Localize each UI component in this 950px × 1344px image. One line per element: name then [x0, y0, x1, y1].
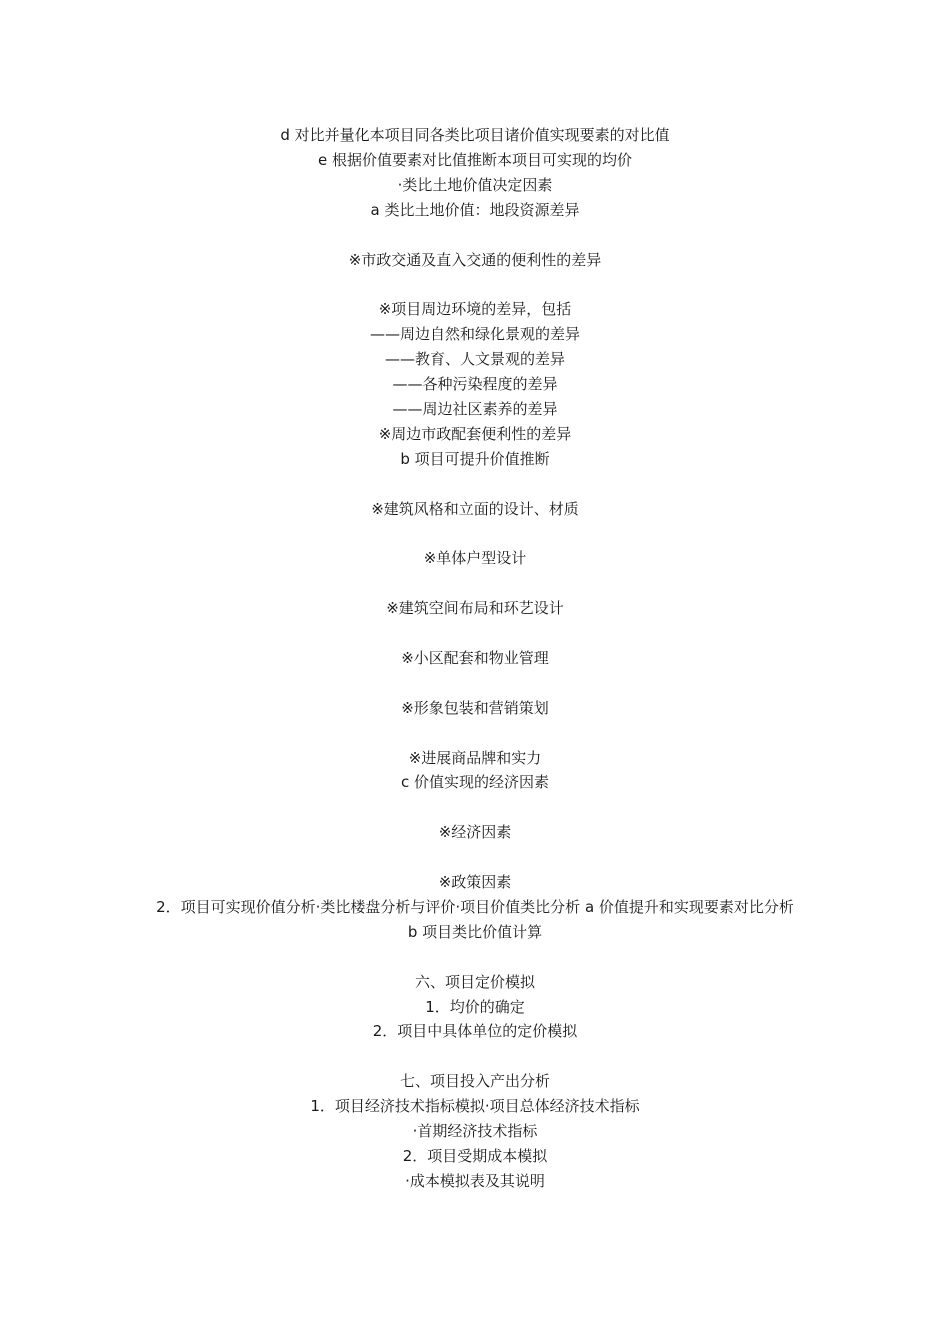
blank-line — [140, 223, 810, 248]
section-heading: 六、项目定价模拟 — [414, 972, 535, 991]
text-line: ※周边市政配套便利性的差异 — [378, 424, 572, 443]
text-line: a 类比土地价值：地段资源差异 — [370, 200, 580, 219]
text-line: ※形象包装和营销策划 — [401, 698, 549, 717]
text-line: d 对比并量化本项目同各类比项目诸价值实现要素的对比值 — [280, 126, 670, 144]
text-line: ※政策因素 — [438, 873, 512, 892]
blank-line — [140, 472, 810, 497]
text-line: ※小区配套和物业管理 — [401, 648, 549, 667]
text-line: ※单体户型设计 — [423, 549, 527, 568]
text-line: b 项目类比价值计算 — [407, 922, 543, 941]
text-line: c 价值实现的经济因素 — [400, 773, 550, 792]
text-line: 2．项目可实现价值分析·类比楼盘分析与评价·项目价值类比分析 a 价值提升和实现要素对比分析 — [156, 897, 794, 916]
text-line: ——教育、人文景观的差异 — [384, 350, 565, 369]
text-line: ※建筑空间布局和环艺设计 — [386, 599, 564, 618]
blank-line — [140, 621, 810, 646]
text-line: 1．均价的确定 — [425, 997, 525, 1016]
text-line: ※经济因素 — [438, 823, 512, 842]
text-line: ※项目周边环境的差异，包括 — [378, 300, 572, 319]
text-line: ·类比土地价值决定因素 — [397, 175, 553, 194]
blank-line — [140, 945, 810, 970]
section-heading: 七、项目投入产出分析 — [399, 1072, 550, 1091]
text-line: ·首期经济技术指标 — [412, 1122, 538, 1141]
text-line: ※建筑风格和立面的设计、材质 — [371, 499, 579, 518]
blank-line — [140, 571, 810, 596]
document-body — [140, 123, 810, 1194]
blank-line — [140, 272, 810, 297]
text-line: ·成本模拟表及其说明 — [405, 1171, 545, 1190]
blank-line — [140, 521, 810, 546]
blank-line — [140, 671, 810, 696]
text-line: ——周边自然和绿化景观的差异 — [369, 325, 580, 344]
text-line: ——周边社区素养的差异 — [392, 399, 558, 418]
blank-line — [140, 795, 810, 820]
text-line: e 根据价值要素对比值推断本项目可实现的均价 — [318, 150, 632, 169]
text-line: b 项目可提升价值推断 — [400, 449, 550, 468]
text-line: 1．项目经济技术指标模拟·项目总体经济技术指标 — [310, 1097, 640, 1116]
blank-line — [140, 845, 810, 870]
text-line: 2．项目中具体单位的定价模拟 — [372, 1022, 578, 1041]
blank-line — [140, 721, 810, 746]
text-line: ※市政交通及直入交通的便利性的差异 — [348, 250, 602, 269]
text-line: 2．项目受期成本模拟 — [402, 1146, 548, 1165]
text-line: ——各种污染程度的差异 — [392, 375, 558, 394]
blank-line — [140, 1044, 810, 1069]
text-line: ※进展商品牌和实力 — [408, 748, 542, 767]
